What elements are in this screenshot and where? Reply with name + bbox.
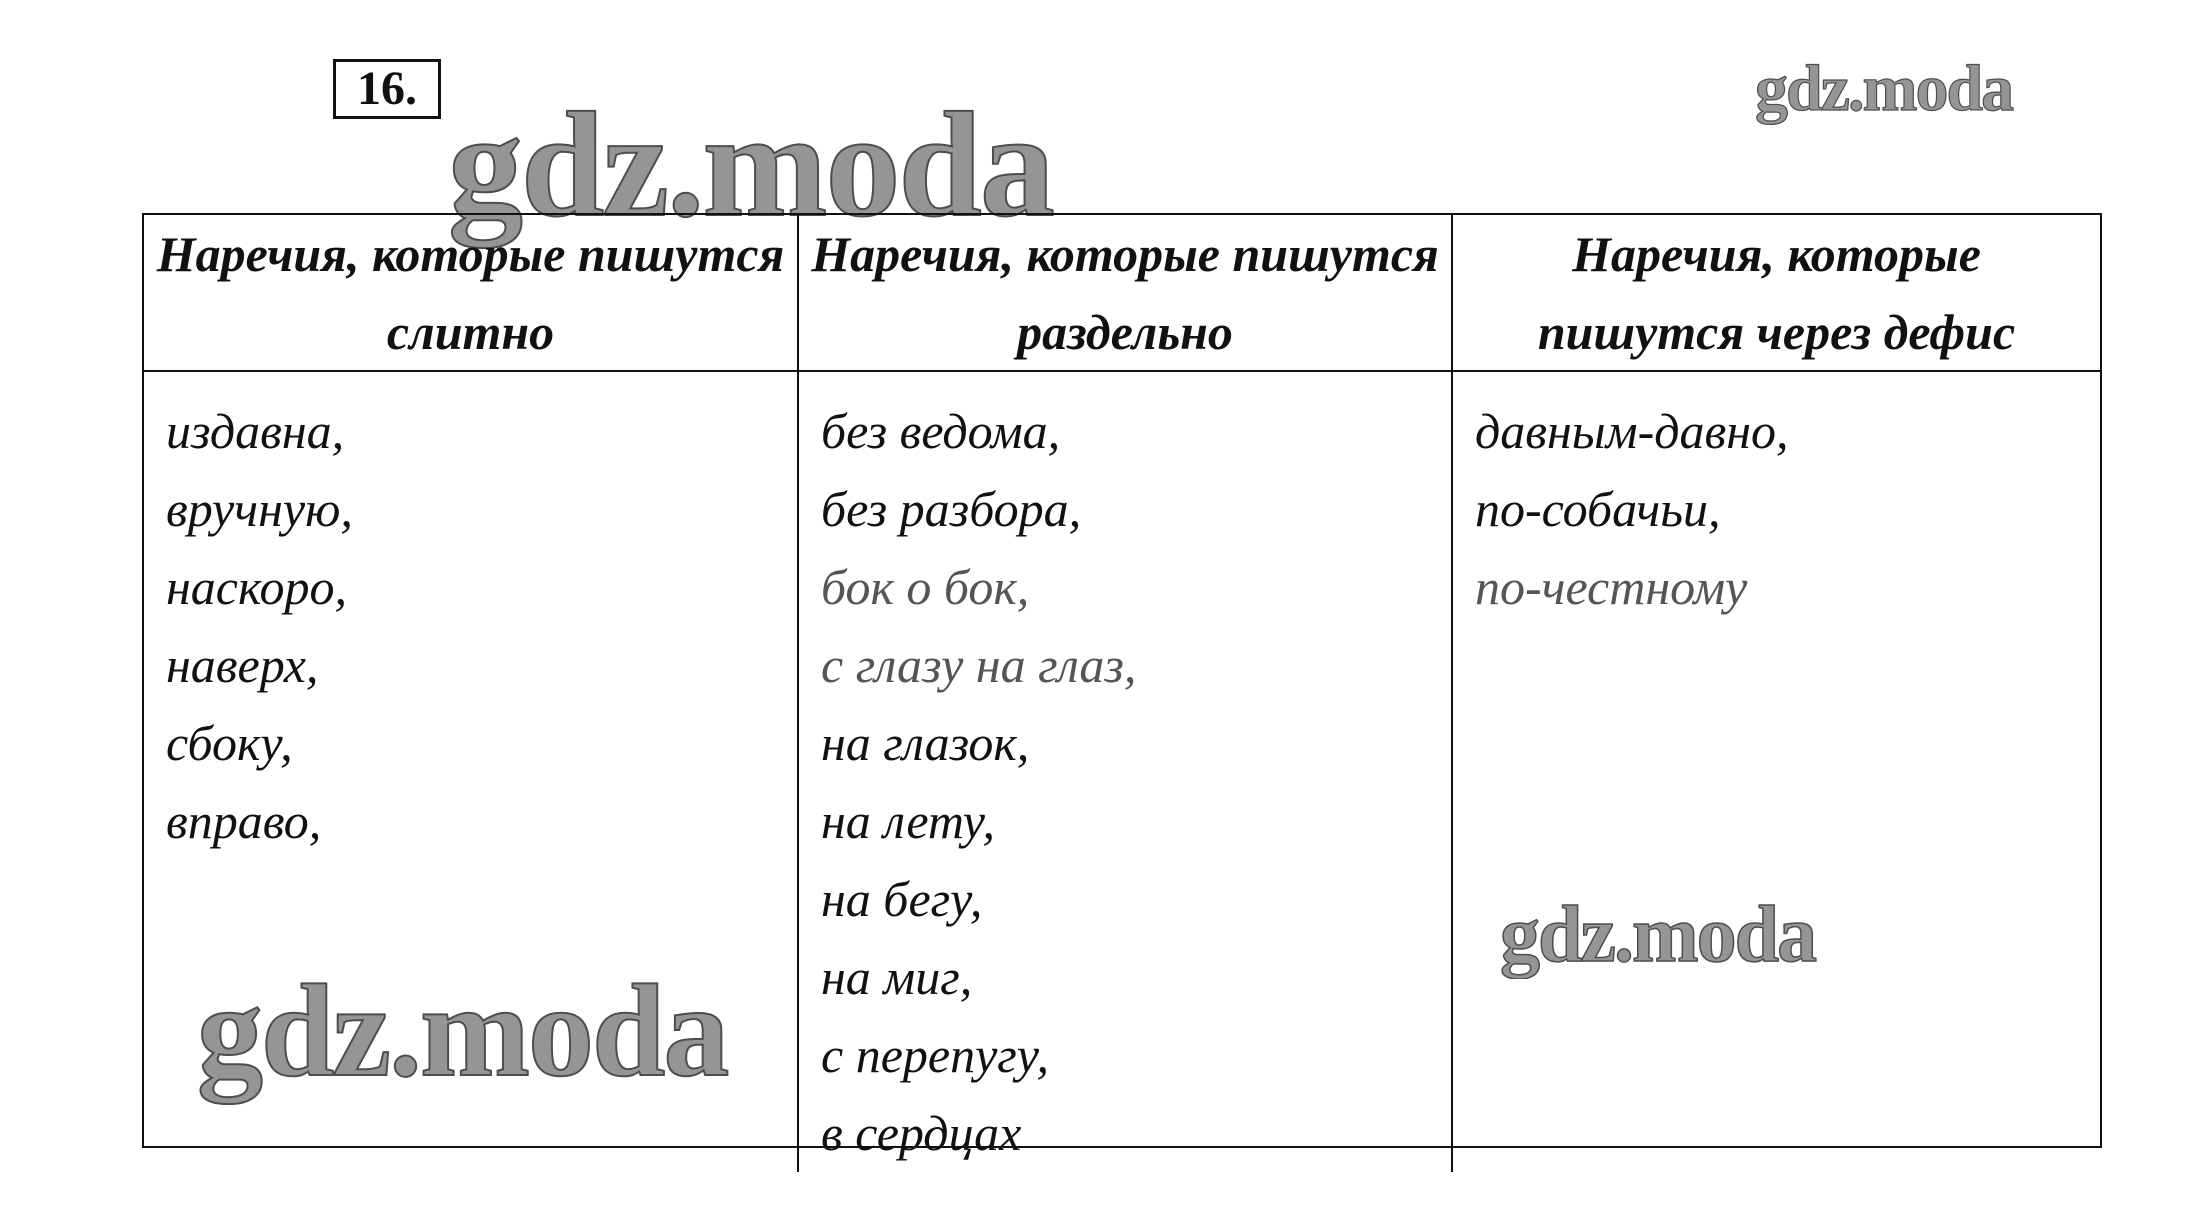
list-item: вправо, [166, 793, 322, 849]
header-separate: Наречия, которые пишутся раздельно [797, 215, 1451, 372]
watermark-logo: gdz.moda [197, 957, 728, 1104]
task-number: 16. [333, 59, 441, 119]
list-item: с глазу на глаз, [821, 637, 1137, 693]
list-item: издавна, [166, 403, 345, 459]
watermark-logo: gdz.moda [1500, 891, 1816, 979]
column-fused [144, 372, 797, 1172]
column-separate [797, 372, 1451, 1172]
list-item: в сердцах [821, 1105, 1022, 1161]
column-hyphen [1451, 372, 2100, 1172]
list-item: бок о бок, [821, 559, 1030, 615]
list-item: сбоку, [166, 715, 293, 771]
header-hyphen: Наречия, которые пишутся через дефис [1451, 215, 2100, 372]
header-fused: Наречия, которые пишутся слитно [144, 215, 797, 372]
list-item: без ведома, [821, 403, 1061, 459]
list-item: на глазок, [821, 715, 1030, 771]
watermark-logo: gdz.moda [1755, 52, 2013, 125]
list-item: по-собачьи, [1475, 481, 1721, 537]
list-item: наверх, [166, 637, 319, 693]
list-item: без разбора, [821, 481, 1082, 537]
list-item: давным-давно, [1475, 403, 1789, 459]
list-item: вручную, [166, 481, 353, 537]
watermark-logo: gdz.moda [448, 82, 1053, 248]
list-item: на лету, [821, 793, 995, 849]
list-item: на бегу, [821, 871, 983, 927]
list-item: наскоро, [166, 559, 347, 615]
list-item: по-честному [1475, 559, 1748, 615]
adverbs-table [142, 213, 2102, 1161]
list-item: с перепугу, [821, 1027, 1049, 1083]
list-item: на миг, [821, 949, 973, 1005]
